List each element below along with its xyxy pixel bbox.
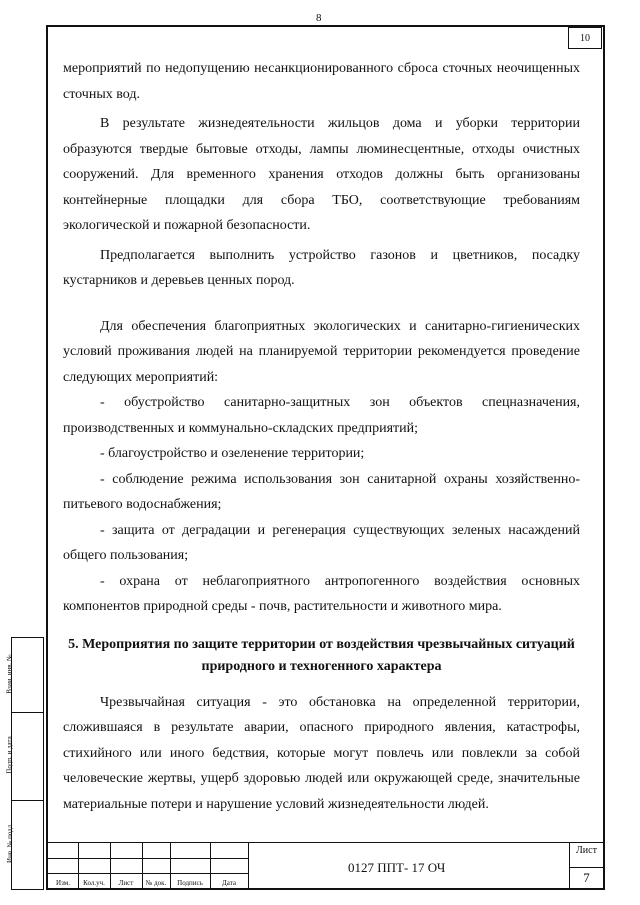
col-list: Лист: [118, 879, 134, 887]
paragraph-1: мероприятий по недопущению несанкционированного сброса сточных неочищенных сточных вод.: [63, 61, 580, 102]
side-label-vzam: Взам. инв. №: [5, 654, 14, 694]
title-block: [48, 842, 603, 889]
section-heading: 5. Мероприятия по защите территории от воздействия чрезвычайных ситуаций природного и техногенного характера: [68, 636, 575, 674]
bullet-2: - благоустройство и озеленение территории;: [100, 446, 365, 461]
col-data: Дата: [222, 879, 236, 887]
bullet-5: - охрана от неблагоприятного антропогенного воздействия основных компонентов природной среды - почв, растительности и животного мира.: [63, 573, 580, 614]
paragraph-2: В результате жизнедеятельности жильцов дома и уборки территории образуются твердые бытовые отходы, лампы люминесцентные, отходы очистных сооружений. Для временного хранения отходов должны быть организованы контейнерные площадки для сбора ТБО, соответствующие требованиям экологической и пожарной безопасности.: [63, 116, 580, 233]
col-podpis: Подпись: [177, 879, 203, 887]
sheet-label: Лист: [576, 845, 597, 856]
paragraph-5: Чрезвычайная ситуация - это обстановка на определенной территории, сложившаяся в результате аварии, опасного природного явления, катастрофы, стихийного или иного бедствия, которые могут повлечь или повлекли за собой человеческие жертвы, ущерб здоровью людей или окружающей среде, значительные материальные потери и нарушение условий жизнедеятельности людей.: [63, 694, 580, 812]
sheet-box: [569, 843, 603, 889]
col-izm: Изм.: [56, 879, 70, 887]
page-top-number: 8: [316, 12, 322, 24]
side-cell-inv: [5, 801, 43, 889]
document-body: [63, 56, 580, 817]
col-kol-uch: Кол.уч.: [83, 879, 105, 887]
sheet-number: 7: [570, 867, 603, 886]
side-label-podp: Подп. и дата: [5, 736, 14, 774]
bullet-3: - соблюдение режима использования зон санитарной охраны хозяйственно-питьевого водоснабжения;: [63, 471, 580, 512]
side-stamp: [5, 637, 44, 890]
side-cell-podp: [5, 713, 43, 801]
bullet-1: - обустройство санитарно-защитных зон объектов спецназначения, производственных и коммунально-складских предприятий;: [63, 395, 580, 436]
col-doc: № док.: [145, 879, 167, 887]
title-block-grid: [48, 843, 248, 889]
side-cell-vzam: [5, 638, 43, 713]
bullet-4: - защита от деградации и регенерация существующих зеленых насаждений общего пользования;: [63, 522, 580, 563]
paragraph-4: Для обеспечения благоприятных экологических и санитарно-гигиенических условий проживания людей на планируемой территории рекомендуется проведение следующих мероприятий:: [63, 318, 580, 385]
document-code: 0127 ППТ- 17 ОЧ: [348, 860, 446, 875]
paragraph-3: Предполагается выполнить устройство газонов и цветников, посадку кустарников и деревьев ценных пород.: [63, 247, 580, 288]
side-label-inv: Инв. № подл.: [5, 823, 14, 863]
corner-page-number: 10: [568, 27, 602, 49]
